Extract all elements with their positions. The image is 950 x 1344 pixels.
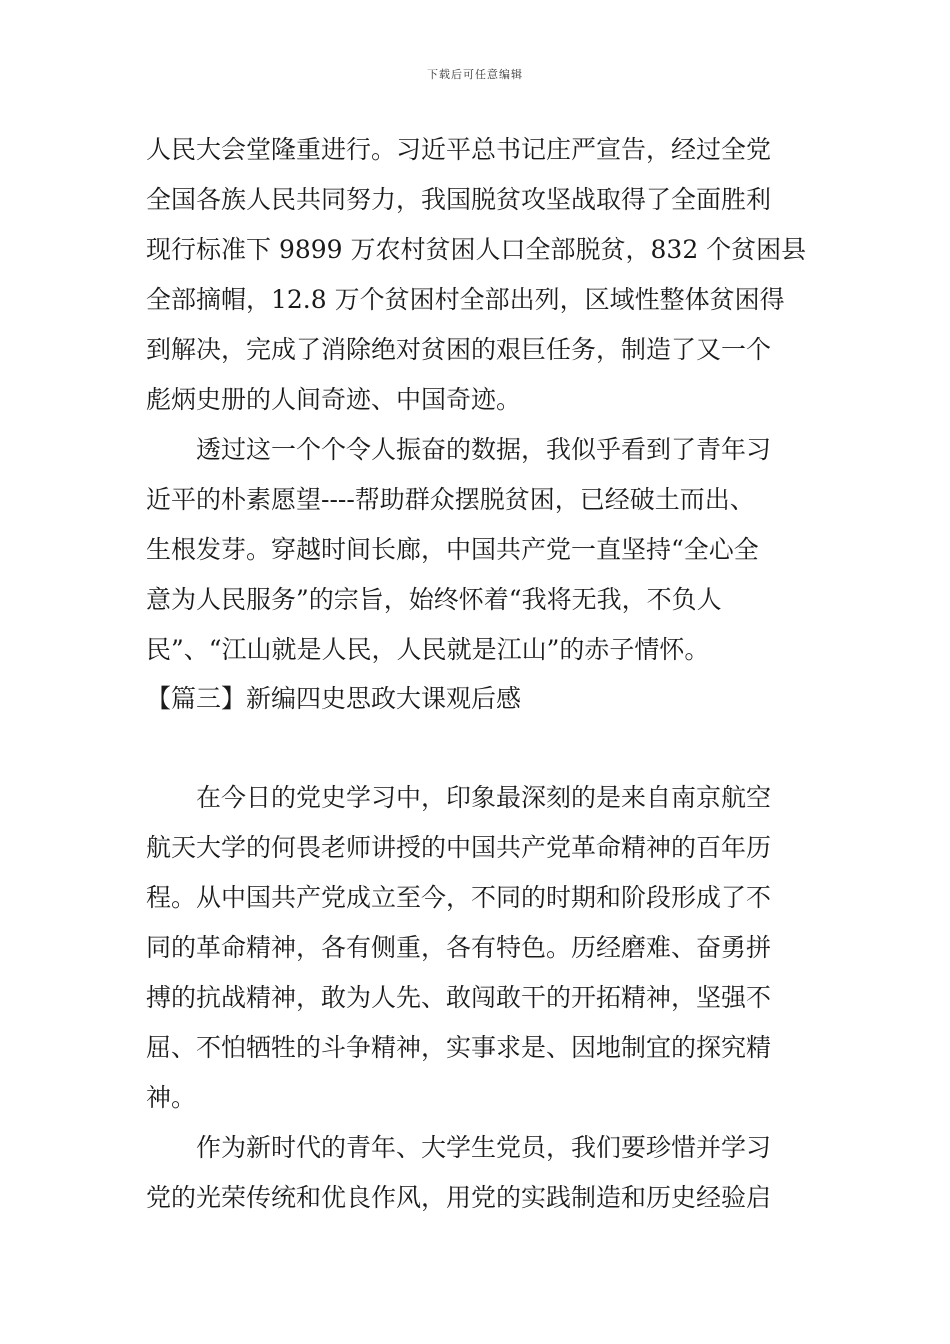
text-line: 生根发芽。穿越时间长廊，中国共产党一直坚持“全心全 — [146, 535, 759, 564]
text-line: 人民大会堂隆重进行。习近平总书记庄严宣告，经过全党 — [146, 135, 772, 164]
text-line: 党的光荣传统和优良作风，用党的实践制造和历史经验启 — [146, 1183, 772, 1212]
text-line: 全部摘帽，12.8 万个贫困村全部出列，区域性整体贫困得 — [146, 285, 785, 314]
text-line: 程。从中国共产党成立至今，不同的时期和阶段形成了不 — [146, 883, 772, 912]
text-line: 搏的抗战精神，敢为人先、敢闯敢干的开拓精神，坚强不 — [146, 983, 772, 1012]
text-line: 现行标准下 9899 万农村贫困人口全部脱贫，832 个贫困县 — [146, 235, 807, 264]
text-line: 意为人民服务”的宗旨，始终怀着“我将无我，不负人 — [146, 585, 722, 614]
text-line: 彪炳史册的人间奇迹、中国奇迹。 — [146, 385, 522, 414]
text-line: 神。 — [146, 1083, 197, 1112]
paragraph-first-line: 作为新时代的青年、大学生党员，我们要珍惜并学习 — [196, 1133, 772, 1162]
text-line: 到解决，完成了消除绝对贫困的艰巨任务，制造了又一个 — [146, 335, 772, 364]
text-line: 近平的朴素愿望----帮助群众摆脱贫困，已经破土而出、 — [146, 485, 755, 514]
text-line: 屈、不怕牺牲的斗争精神，实事求是、因地制宜的探究精 — [146, 1033, 772, 1062]
text-line: 同的革命精神，各有侧重，各有特色。历经磨难、奋勇拼 — [146, 933, 772, 962]
text-line: 全国各族人民共同努力，我国脱贫攻坚战取得了全面胜利 — [146, 185, 772, 214]
paragraph-first-line: 透过这一个个令人振奋的数据，我似乎看到了青年习 — [196, 435, 772, 464]
text-line: 航天大学的何畏老师讲授的中国共产党革命精神的百年历 — [146, 833, 772, 862]
text-line: 民”、“江山就是人民，人民就是江山”的赤子情怀。 — [146, 635, 710, 664]
section-heading: 【篇三】新编四史思政大课观后感 — [146, 684, 522, 713]
page-header: 下载后可任意编辑 — [427, 68, 523, 81]
paragraph-first-line: 在今日的党史学习中，印象最深刻的是来自南京航空 — [196, 783, 772, 812]
